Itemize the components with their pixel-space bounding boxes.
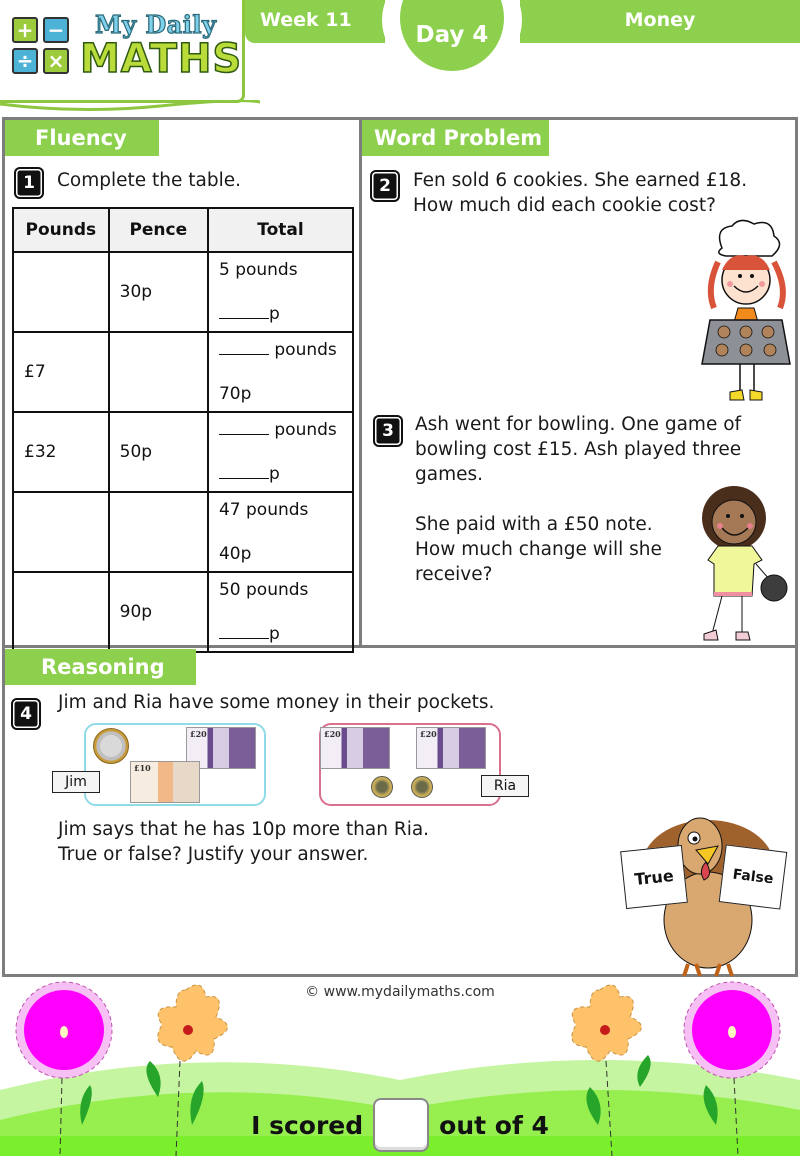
jim-name-tag: Jim — [52, 771, 100, 793]
operator-tiles-icon — [12, 17, 70, 77]
week-label: Week 11 — [260, 9, 352, 31]
total-pence: 70p — [218, 384, 252, 404]
day-label: Day 4 — [415, 22, 489, 48]
score-input-box[interactable] — [373, 1098, 429, 1152]
question-number-4: 4 — [11, 698, 41, 730]
total-pence[interactable] — [219, 623, 342, 645]
total-cell — [208, 252, 353, 332]
total-pounds: 47 pounds — [218, 500, 309, 520]
total-pounds: 50 pounds — [218, 580, 309, 600]
question-number-2: 2 — [370, 170, 400, 202]
note-value-label: £10 — [134, 763, 151, 773]
answer-blank[interactable] — [219, 623, 269, 639]
answer-blank[interactable] — [219, 463, 269, 479]
answer-blank[interactable] — [219, 303, 269, 319]
column-header-pence: Pence — [109, 208, 208, 252]
plus-icon: + — [12, 17, 38, 43]
logo-text-maths: MATHS — [80, 36, 243, 82]
unit-label: p — [268, 624, 280, 644]
question-3-line: She paid with a £50 note. — [415, 514, 653, 535]
question-2-line: Fen sold 6 cookies. She earned £18. — [413, 170, 748, 191]
question-2-line: How much did each cookie cost? — [413, 195, 716, 216]
one-pound-coin-icon — [411, 776, 433, 798]
total-pounds: 5 pounds — [218, 260, 298, 280]
fluency-section-title: Fluency — [5, 120, 159, 156]
note-value-label: £20 — [190, 729, 207, 739]
true-card: True — [620, 845, 688, 909]
logo-text-my-daily: My Daily — [95, 10, 217, 39]
table-row — [13, 412, 353, 492]
question-2-text — [413, 168, 747, 218]
question-4-prompt: Jim and Ria have some money in their pockets. — [58, 692, 495, 713]
money-table — [12, 207, 354, 653]
column-header-total: Total — [208, 208, 353, 252]
table-row — [13, 332, 353, 412]
ria-name-tag: Ria — [481, 775, 529, 797]
question-3-line: Ash went for bowling. One game of — [415, 414, 742, 435]
logo-wave-decoration — [0, 100, 260, 114]
pence-cell[interactable] — [109, 492, 208, 572]
answer-blank[interactable] — [219, 339, 269, 355]
question-4-statement — [58, 817, 429, 867]
question-3-line: receive? — [415, 564, 493, 585]
statement-line: True or false? Justify your answer. — [58, 844, 369, 865]
total-cell — [208, 332, 353, 412]
twenty-pound-note-icon — [416, 727, 486, 769]
minus-icon: − — [43, 17, 69, 43]
score-row — [0, 1098, 800, 1152]
unit-label: pounds — [274, 420, 337, 440]
question-3-line: How much change will she — [415, 539, 662, 560]
reasoning-section-title: Reasoning — [5, 649, 196, 685]
note-value-label: £20 — [420, 729, 437, 739]
unit-label: p — [268, 304, 280, 324]
logo — [0, 0, 245, 103]
total-pence: 40p — [218, 544, 252, 564]
copyright-text: © www.mydailymaths.com — [305, 984, 495, 1000]
multiply-icon: × — [43, 48, 69, 74]
pence-cell[interactable] — [109, 332, 208, 412]
table-header-row — [13, 208, 353, 252]
score-suffix: out of 4 — [439, 1110, 549, 1140]
one-pound-coin-icon — [371, 776, 393, 798]
statement-line: Jim says that he has 10p more than Ria. — [58, 819, 430, 840]
question-1-prompt: Complete the table. — [57, 170, 242, 191]
unit-label: pounds — [274, 340, 337, 360]
pounds-cell[interactable] — [13, 252, 109, 332]
question-3-line: games. — [415, 464, 484, 485]
total-pence[interactable] — [219, 463, 342, 485]
pounds-cell[interactable] — [13, 572, 109, 652]
word-problem-section-title: Word Problem — [362, 120, 549, 156]
question-3-line: bowling cost £15. Ash played three — [415, 439, 742, 460]
baker-girl-illustration — [700, 218, 792, 404]
pence-cell: 30p — [109, 252, 208, 332]
table-row — [13, 572, 353, 652]
divide-icon: ÷ — [12, 48, 38, 74]
table-row — [13, 492, 353, 572]
two-pound-coin-icon — [93, 728, 129, 764]
pence-cell: 90p — [109, 572, 208, 652]
bowling-girl-illustration — [692, 484, 796, 644]
question-number-3: 3 — [373, 415, 403, 447]
total-pounds[interactable] — [219, 419, 342, 441]
table-row — [13, 252, 353, 332]
note-value-label: £20 — [324, 729, 341, 739]
question-number-1: 1 — [14, 167, 44, 199]
column-header-pounds: Pounds — [13, 208, 109, 252]
twenty-pound-note-icon — [320, 727, 390, 769]
ten-pound-note-icon — [130, 761, 200, 803]
topic-label: Money — [624, 9, 696, 31]
total-pounds[interactable] — [219, 339, 342, 361]
pounds-cell[interactable] — [13, 492, 109, 572]
pence-cell: 50p — [109, 412, 208, 492]
score-prefix: I scored — [251, 1110, 364, 1140]
unit-label: p — [268, 464, 280, 484]
divider-vertical — [359, 117, 362, 647]
pounds-cell: £32 — [13, 412, 109, 492]
answer-blank[interactable] — [219, 419, 269, 435]
pounds-cell: £7 — [13, 332, 109, 412]
total-cell — [208, 412, 353, 492]
total-pence[interactable] — [219, 303, 342, 325]
false-card: False — [719, 844, 788, 909]
total-cell — [208, 572, 353, 652]
total-cell — [208, 492, 353, 572]
